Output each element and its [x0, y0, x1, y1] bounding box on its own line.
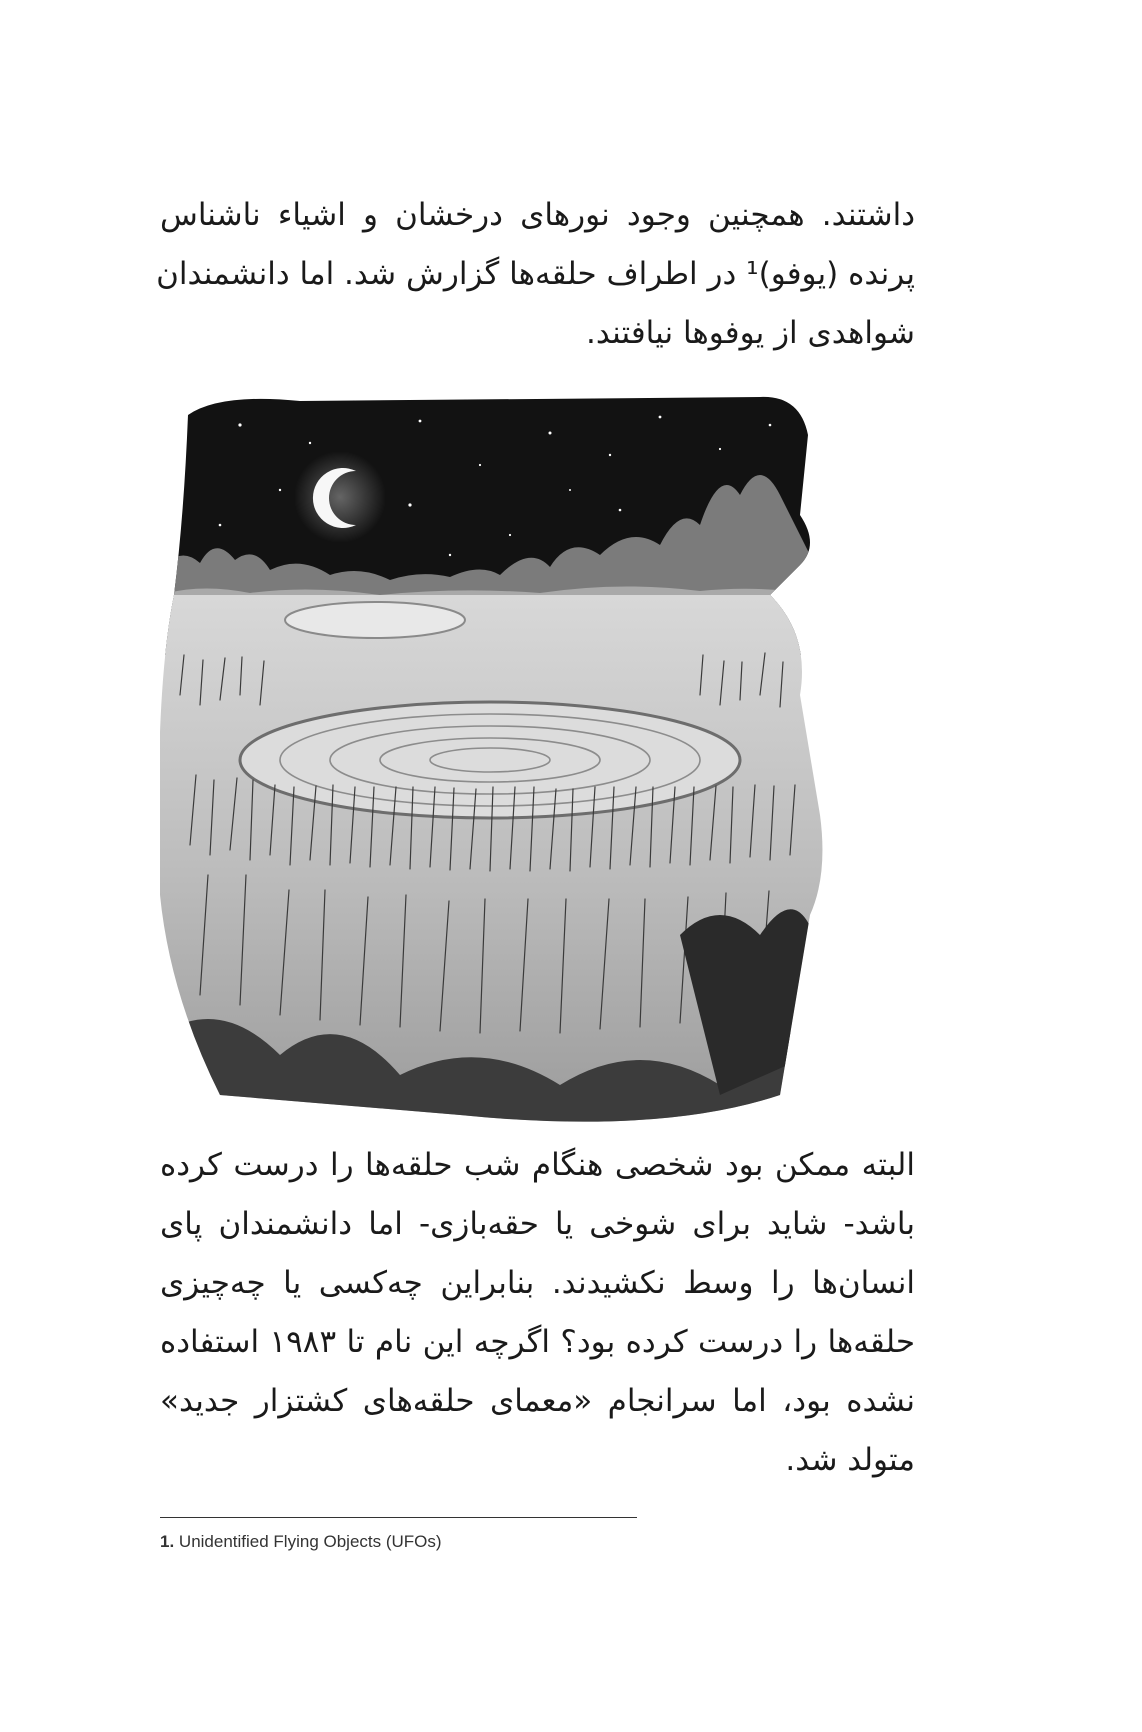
- paragraph-bottom: [160, 1136, 915, 1490]
- text-line: انسان‌ها را وسط نکشیدند. بنابراین چه‌کسی یا چه‌چیزی: [160, 1265, 915, 1301]
- footnote-divider: [160, 1517, 637, 1518]
- text-line: البته ممکن بود شخصی هنگام شب حلقه‌ها را درست کرده: [160, 1147, 915, 1183]
- text-line: پرنده (یوفو)¹ در اطراف حلقه‌ها گزارش شد. اما دانشمندان: [156, 256, 915, 292]
- text-line: نشده بود، اما سرانجام «معمای حلقه‌های کشتزار جدید»: [160, 1383, 915, 1419]
- text-line: داشتند. همچنین وجود نورهای درخشان و اشیاء ناشناس: [160, 197, 915, 233]
- text-line: حلقه‌ها را درست کرده بود؟ اگرچه این نام تا ۱۹۸۳ استفاده: [160, 1324, 915, 1360]
- text-line: باشد- شاید برای شوخی یا حقه‌بازی- اما دانشمندان پای: [160, 1206, 915, 1242]
- footnote-text: Unidentified Flying Objects (UFOs): [178, 1532, 442, 1551]
- footnote: [160, 1532, 442, 1552]
- paragraph-top: [156, 186, 915, 363]
- crop-circle-night-illustration: [160, 395, 920, 1135]
- footnote-number: 1.: [160, 1532, 175, 1551]
- text-line: شواهدی از یوفوها نیافتند.: [586, 315, 915, 351]
- crop-circle-distant: [285, 602, 465, 638]
- text-line: متولد شد.: [785, 1442, 915, 1478]
